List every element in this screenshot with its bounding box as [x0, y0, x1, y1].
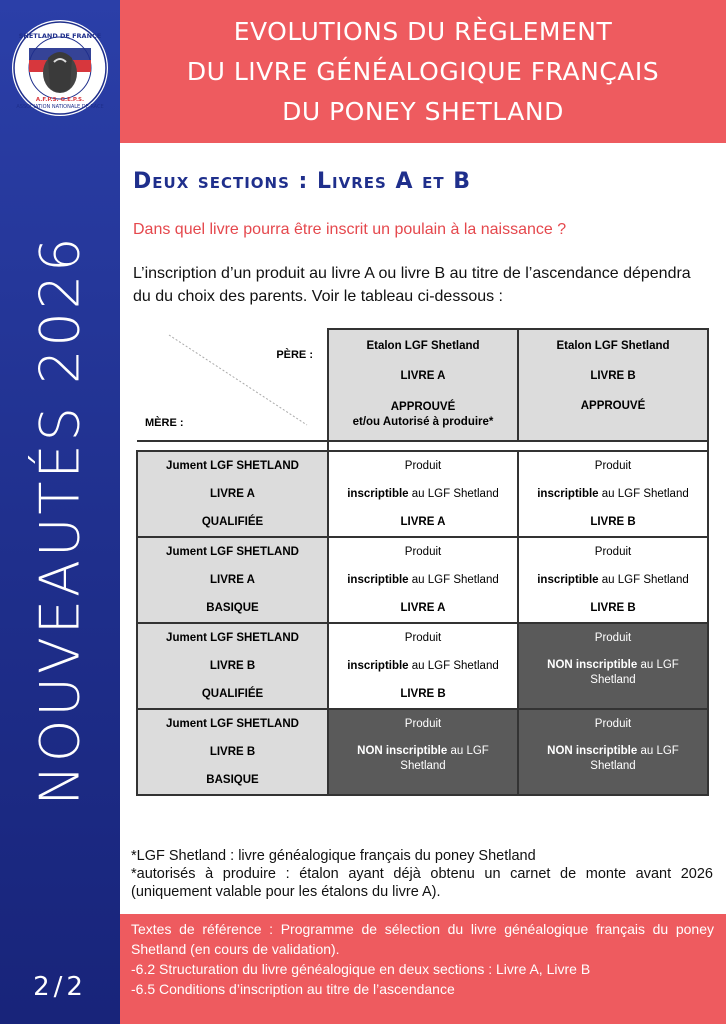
row1-line-1: Jument LGF SHETLAND: [166, 460, 299, 472]
result-livre: LIVRE A: [400, 602, 446, 614]
row3-line-3: QUALIFIÉE: [201, 688, 264, 700]
cell-r3-c2: [518, 623, 708, 709]
reference-intro: Textes de référence : Programme de sélection du livre généalogique français du poney Shetland (en cours de validation).: [131, 921, 714, 957]
col1-line-1: Etalon LGF Shetland: [366, 340, 480, 352]
column-header-livre-a: [328, 329, 518, 441]
au-lgf-label: au LGF Shetland: [408, 574, 499, 586]
result-livre: LIVRE B: [590, 516, 636, 528]
column-header-livre-b: [518, 329, 708, 441]
col1-line-4: et/ou Autorisé à produire*: [352, 416, 494, 428]
header-line-2: DU LIVRE GÉNÉALOGIQUE FRANÇAIS: [186, 57, 660, 86]
result-livre: LIVRE A: [400, 516, 446, 528]
inscriptible-label: inscriptible: [347, 660, 409, 672]
cell-r4-c2: [518, 709, 708, 795]
produit-label: Produit: [594, 718, 632, 730]
table-row: [137, 709, 708, 795]
row-header-b-basique: [137, 709, 328, 795]
row4-line-2: LIVRE B: [209, 746, 256, 758]
row3-line-1: Jument LGF SHETLAND: [166, 632, 299, 644]
produit-label: Produit: [404, 632, 442, 644]
produit-label: Produit: [404, 718, 442, 730]
references-box: [120, 914, 726, 1024]
table-row: [137, 451, 708, 537]
table-row: [137, 537, 708, 623]
footnote-lgf: *LGF Shetland : livre généalogique français du poney Shetland: [131, 848, 536, 864]
intro-paragraph: L’inscription d’un produit au livre A ou livre B au titre de l’ascendance dépendra du du choix des parents. Voir le tableau ci-dessous :: [133, 265, 691, 305]
row-header-b-qualifiee: [137, 623, 328, 709]
row1-line-2: LIVRE A: [210, 488, 255, 500]
page-number: 2/2: [33, 972, 87, 1002]
col2-line-2: LIVRE B: [590, 370, 636, 382]
footnotes: [131, 847, 713, 901]
shetland-label: Shetland: [590, 760, 636, 772]
table-row: [137, 623, 708, 709]
logo-text-ring: ASSOCIATION NATIONALE DE RACE: [16, 104, 104, 110]
non-inscriptible-label: NON inscriptible: [547, 745, 638, 757]
result-livre: LIVRE B: [400, 688, 446, 700]
cell-r3-c1: [328, 623, 518, 709]
row1-line-3: QUALIFIÉE: [201, 516, 264, 528]
cell-r1-c2: [518, 451, 708, 537]
result-livre: LIVRE B: [590, 602, 636, 614]
row-header-a-basique: [137, 537, 328, 623]
au-lgf-label: au LGF: [637, 659, 679, 671]
row2-line-2: LIVRE A: [210, 574, 255, 586]
non-inscriptible-label: NON inscriptible: [547, 659, 638, 671]
inscriptible-label: inscriptible: [537, 488, 599, 500]
au-lgf-label: au LGF Shetland: [598, 488, 689, 500]
col1-line-3: APPROUVÉ: [390, 401, 456, 413]
association-logo: [10, 18, 110, 118]
footnote-autorises: *autorisés à produire : étalon ayant déjà obtenu un carnet de monte avant 2026 (uniquement valable pour les étalons du livre A).: [131, 866, 713, 900]
reference-6-2: -6.2 Structuration du livre généalogique en deux sections : Livre A, Livre B: [131, 961, 591, 977]
col2-line-1: Etalon LGF Shetland: [556, 340, 670, 352]
produit-label: Produit: [594, 546, 632, 558]
logo-initials: A.F.P.S. G.E.P.S.: [35, 97, 85, 103]
question-text: Dans quel livre pourra être inscrit un poulain à la naissance ?: [133, 221, 567, 238]
reference-6-5: -6.5 Conditions d’inscription au titre de l’ascendance: [131, 981, 455, 997]
section-title: Deux sections : Livres A et B: [133, 169, 472, 194]
table-corner-cell: [137, 329, 328, 441]
shetland-label: Shetland: [590, 674, 636, 686]
inscriptible-label: inscriptible: [347, 574, 409, 586]
au-lgf-label: au LGF: [637, 745, 679, 757]
inscriptible-label: inscriptible: [347, 488, 409, 500]
produit-label: Produit: [404, 546, 442, 558]
au-lgf-label: au LGF Shetland: [408, 488, 499, 500]
col2-line-3: APPROUVÉ: [580, 400, 646, 412]
au-lgf-label: au LGF Shetland: [598, 574, 689, 586]
row4-line-3: BASIQUE: [206, 774, 259, 786]
non-inscriptible-label: NON inscriptible: [357, 745, 448, 757]
produit-label: Produit: [404, 460, 442, 472]
shetland-label: Shetland: [400, 760, 446, 772]
parentage-table: [136, 328, 709, 796]
sidebar: [0, 0, 120, 1024]
row4-line-1: Jument LGF SHETLAND: [166, 718, 299, 730]
cell-r2-c2: [518, 537, 708, 623]
logo-text-top: SHETLAND DE FRANCE: [18, 32, 102, 40]
produit-label: Produit: [594, 632, 632, 644]
inscriptible-label: inscriptible: [537, 574, 599, 586]
table-header-row: [137, 329, 708, 441]
au-lgf-label: au LGF: [447, 745, 489, 757]
row2-line-3: BASIQUE: [206, 602, 259, 614]
header-line-3: DU PONEY SHETLAND: [282, 97, 564, 126]
corner-pere-label: PÈRE :: [276, 349, 313, 361]
page-header: [120, 0, 726, 143]
row3-line-2: LIVRE B: [209, 660, 256, 672]
produit-label: Produit: [594, 460, 632, 472]
cell-r4-c1: [328, 709, 518, 795]
row2-line-1: Jument LGF SHETLAND: [166, 546, 299, 558]
header-line-1: EVOLUTIONS DU RÈGLEMENT: [233, 17, 613, 46]
col1-line-2: LIVRE A: [400, 370, 446, 382]
au-lgf-label: au LGF Shetland: [408, 660, 499, 672]
vertical-title: NOUVEAUTÉS 2026: [28, 234, 92, 806]
row-header-a-qualifiee: [137, 451, 328, 537]
cell-r1-c1: [328, 451, 518, 537]
cell-r2-c1: [328, 537, 518, 623]
corner-mere-label: MÈRE :: [145, 417, 184, 429]
